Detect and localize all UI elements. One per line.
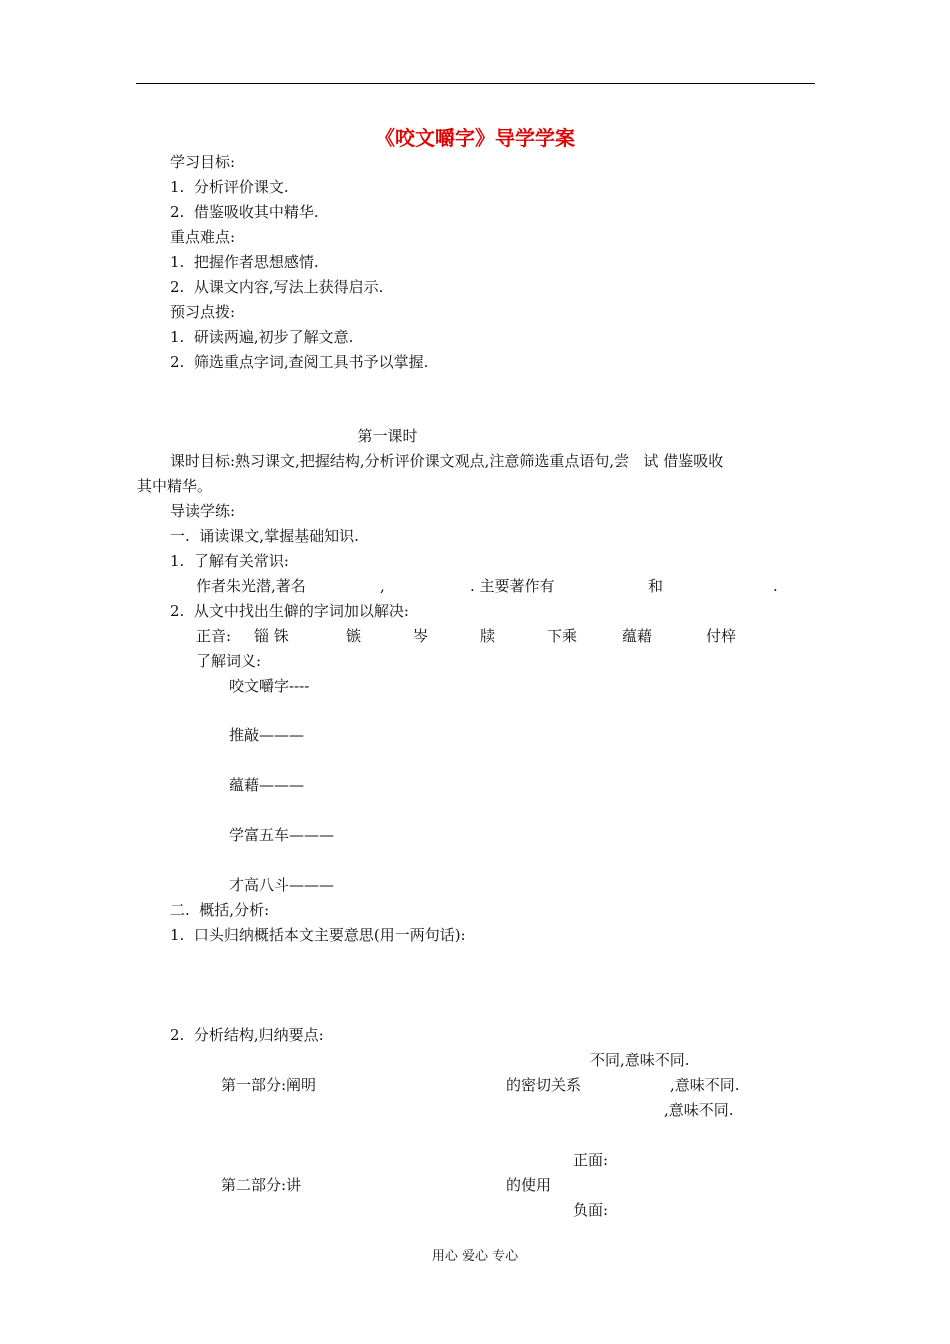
pronounce-word: 镞 [346, 627, 362, 645]
lesson-heading: 第一课时 [357, 427, 418, 445]
vocab-item: 推敲——— [229, 726, 305, 744]
summary-item: 1. 口头归纳概括本文主要意思(用一两句话): [170, 926, 466, 944]
part1-right-line3: ,意味不同. [664, 1101, 734, 1119]
structure-item: 2. 分析结构,归纳要点: [170, 1026, 324, 1044]
pronounce-word: 岑 [413, 627, 429, 645]
part2-positive: 正面: [573, 1151, 609, 1169]
part1-mid: 的密切关系 [506, 1076, 582, 1094]
vocab-item: 才高八斗——— [229, 876, 335, 894]
preview-item: 2. 筛选重点字词,查阅工具书予以掌握. [170, 353, 429, 371]
part2-negative: 负面: [573, 1201, 609, 1219]
key-point-item: 2. 从课文内容,写法上获得启示. [170, 278, 384, 296]
author-works: . 主要著作有 [470, 577, 555, 595]
key-points-heading: 重点难点: [170, 228, 236, 246]
item-vocabulary: 2. 从文中找出生僻的字词加以解决: [170, 602, 409, 620]
part2-label: 第二部分:讲 [221, 1176, 302, 1194]
pronounce-label: 正音: [196, 627, 232, 645]
objective-item: 1. 分析评价课文. [170, 178, 289, 196]
author-and: 和 [648, 577, 664, 595]
section-one-heading: 一. 诵读课文,掌握基础知识. [170, 527, 359, 545]
author-end: . [773, 577, 778, 595]
header-rule [136, 83, 815, 84]
pronounce-word: 下乘 [547, 627, 578, 645]
lesson-goal-line2: 其中精华。 [137, 477, 213, 495]
page-footer: 用心 爱心 专心 [431, 1249, 519, 1264]
objectives-heading: 学习目标: [170, 153, 236, 171]
preview-item: 1. 研读两遍,初步了解文意. [170, 328, 354, 346]
pronounce-word: 付梓 [706, 627, 737, 645]
author-comma: , [380, 577, 385, 595]
part2-mid: 的使用 [506, 1176, 552, 1194]
vocab-item: 咬文嚼字---- [229, 677, 310, 695]
guide-heading: 导读学练: [170, 502, 236, 520]
pronounce-word: 锱 铢 [254, 627, 289, 645]
author-prefix: 作者朱光潜,著名 [196, 577, 306, 595]
lesson-goal-line1: 课时目标:熟习课文,把握结构,分析评价课文观点,注意筛选重点语句,尝 试 借鉴吸收 [170, 452, 724, 470]
vocab-item: 学富五车——— [229, 826, 335, 844]
preview-heading: 预习点拨: [170, 303, 236, 321]
key-point-item: 1. 把握作者思想感情. [170, 253, 319, 271]
objective-item: 2. 借鉴吸收其中精华. [170, 203, 319, 221]
part1-right-line1: 不同,意味不同. [590, 1051, 690, 1069]
pronounce-word: 蕴藉 [622, 627, 653, 645]
vocab-item: 蕴藉——— [229, 776, 305, 794]
part1-right-line2: ,意味不同. [670, 1076, 740, 1094]
part1-label: 第一部分:阐明 [221, 1076, 317, 1094]
pronounce-word: 牍 [480, 627, 496, 645]
document-title: 《咬文嚼字》导学学案 [375, 126, 575, 150]
section-two-heading: 二. 概括,分析: [170, 901, 270, 919]
vocab-label: 了解词义: [196, 652, 262, 670]
item-background: 1. 了解有关常识: [170, 552, 289, 570]
